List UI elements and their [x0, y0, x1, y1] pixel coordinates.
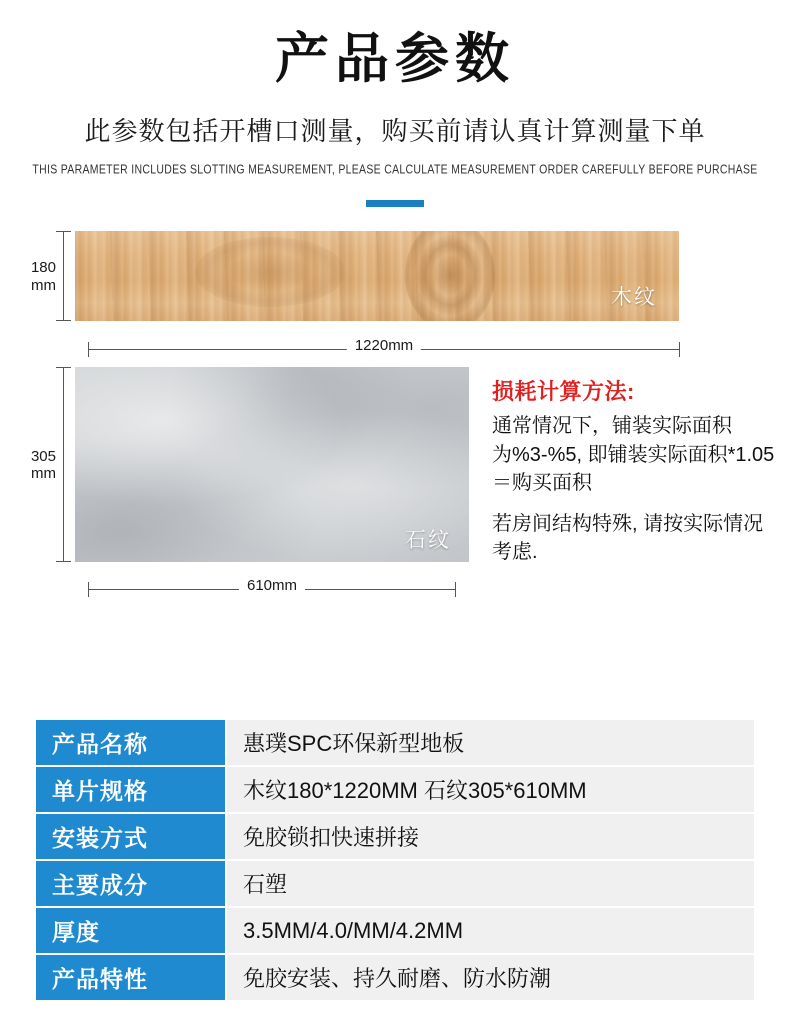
loss-note-paragraph-2: 若房间结构特殊, 请按实际情况考虑.	[492, 512, 764, 563]
table-row	[35, 907, 755, 954]
stone-height-label	[12, 448, 56, 483]
stone-texture-swatch	[75, 367, 469, 562]
spec-label-installation-method: 安装方式	[35, 813, 226, 860]
wood-height-dimension	[26, 231, 72, 321]
page-header	[0, 0, 790, 207]
wood-grain-knot-secondary	[195, 237, 345, 307]
spec-label-main-component: 主要成分	[35, 860, 226, 907]
spec-value-product-name: 惠璞SPC环保新型地板	[226, 719, 755, 766]
spec-label-product-features: 产品特性	[35, 954, 226, 1001]
specification-table	[34, 718, 756, 1002]
spec-value-main-component: 石塑	[226, 860, 755, 907]
spec-label-product-name: 产品名称	[35, 719, 226, 766]
stone-height-unit: mm	[31, 464, 56, 482]
page-title: 产品参数	[275, 29, 515, 89]
table-row	[35, 719, 755, 766]
spec-label-thickness: 厚度	[35, 907, 226, 954]
dimension-line	[63, 231, 64, 321]
loss-calculation-note	[492, 375, 778, 566]
spec-value-product-features: 免胶安装、持久耐磨、防水防潮	[226, 954, 755, 1001]
stone-sample-row	[0, 367, 790, 597]
stone-width-label: 610mm	[239, 577, 305, 594]
wood-sample-row	[0, 231, 790, 355]
table-row	[35, 860, 755, 907]
wood-height-unit: mm	[31, 276, 56, 294]
dimension-line	[63, 367, 64, 562]
dimension-cap-right	[455, 582, 456, 597]
table-row	[35, 954, 755, 1001]
dimension-cap-left	[88, 582, 89, 597]
wood-grain-knot	[405, 231, 495, 321]
wood-height-label	[12, 259, 56, 294]
wood-height-value: 180	[30, 259, 56, 277]
stone-width-dimension	[88, 579, 456, 601]
spec-label-single-piece-size: 单片规格	[35, 766, 226, 813]
loss-note-title: 损耗计算方法:	[492, 379, 635, 405]
page-subtitle-english: THIS PARAMETER INCLUDES SLOTTING MEASUREMENT, PLEASE CALCULATE MEASUREMENT ORDER CAREFULLY BEFORE PURCHASE	[32, 162, 758, 178]
stone-height-value: 305	[30, 447, 56, 465]
wood-width-dimension	[88, 339, 680, 361]
wood-texture-swatch	[75, 231, 679, 321]
dimension-cap-left	[88, 342, 89, 357]
stone-swatch-label: 石纹	[405, 529, 451, 553]
stone-height-dimension	[20, 367, 72, 562]
page-subtitle: 此参数包括开槽口测量，购买前请认真计算测量下单	[84, 116, 706, 147]
dimension-cap-right	[679, 342, 680, 357]
wood-swatch-label: 木纹	[611, 286, 657, 310]
loss-note-paragraph-1: 通常情况下，铺装实际面积为%3-%5, 即铺装实际面积*1.05＝购买面积	[492, 415, 775, 495]
table-row	[35, 813, 755, 860]
loss-note-body	[492, 412, 778, 566]
sample-section	[0, 231, 790, 597]
wood-width-label: 1220mm	[347, 337, 421, 354]
table-row	[35, 766, 755, 813]
spec-value-installation-method: 免胶锁扣快速拼接	[226, 813, 755, 860]
spec-value-thickness: 3.5MM/4.0/MM/4.2MM	[226, 907, 755, 954]
accent-divider	[366, 200, 424, 207]
spec-value-single-piece-size: 木纹180*1220MM 石纹305*610MM	[226, 766, 755, 813]
